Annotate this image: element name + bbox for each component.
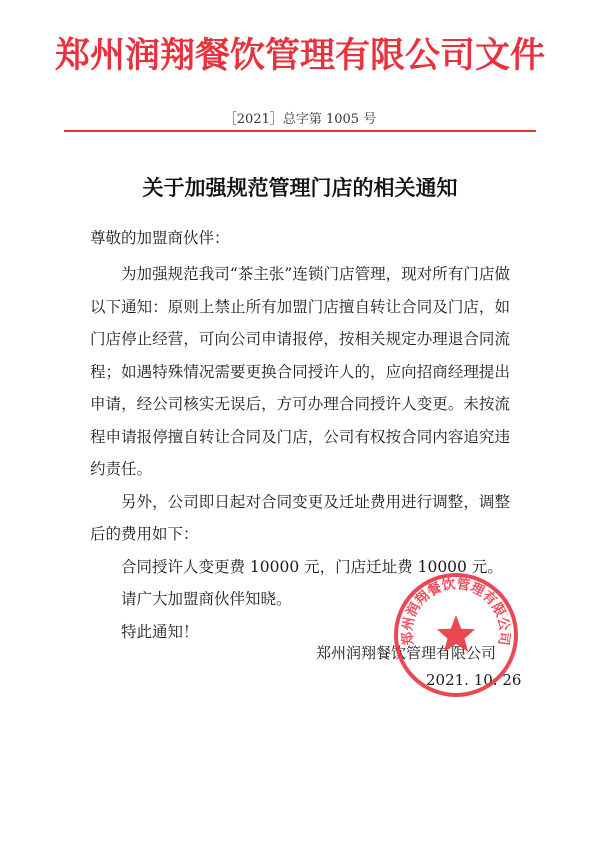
paragraph-main: 为加强规范我司“茶主张”连锁门店管理，现对所有门店做以下通知：原则上禁止所有加盟门店擅自转让合同及门店，如门店停止经营，可向公司申请报停，按相关规定办理退合同流程；如遇特殊情况需要更换合同授许人的，应向招商经理提出申请，经公司核实无误后，方可办理合同授许人变更。未按流程申请报停擅自转让合同及门店，公司有权按合同内容追究违约责任。 [90,265,510,478]
seal-text-path: 郑州润翔餐饮管理有限公司 [399,576,513,647]
red-divider [64,130,536,132]
signature-company: 郑州润翔餐饮管理有限公司 [316,644,497,662]
notice-title: 关于加强规范管理门店的相关通知 [142,175,458,200]
signature-date: 2021. 10. 26 [426,671,522,689]
paragraph-fee-detail: 合同授许人变更费 10000 元，门店迁址费 10000 元。 [121,557,503,576]
paragraph-closing: 特此通知！ [121,622,199,641]
company-seal [392,571,520,699]
salutation: 尊敬的加盟商伙伴： [90,229,230,247]
document-number: ［2021］总字第 1005 号 [223,112,377,127]
paragraph-fee-intro: 另外，公司即日起对合同变更及迁址费用进行调整，调整后的费用如下： [90,492,510,543]
document-header-title: 郑州润翔餐饮管理有限公司文件 [54,36,545,76]
star-icon [437,615,475,652]
paragraph-please-note: 请广大加盟商伙伴知晓。 [121,590,292,608]
